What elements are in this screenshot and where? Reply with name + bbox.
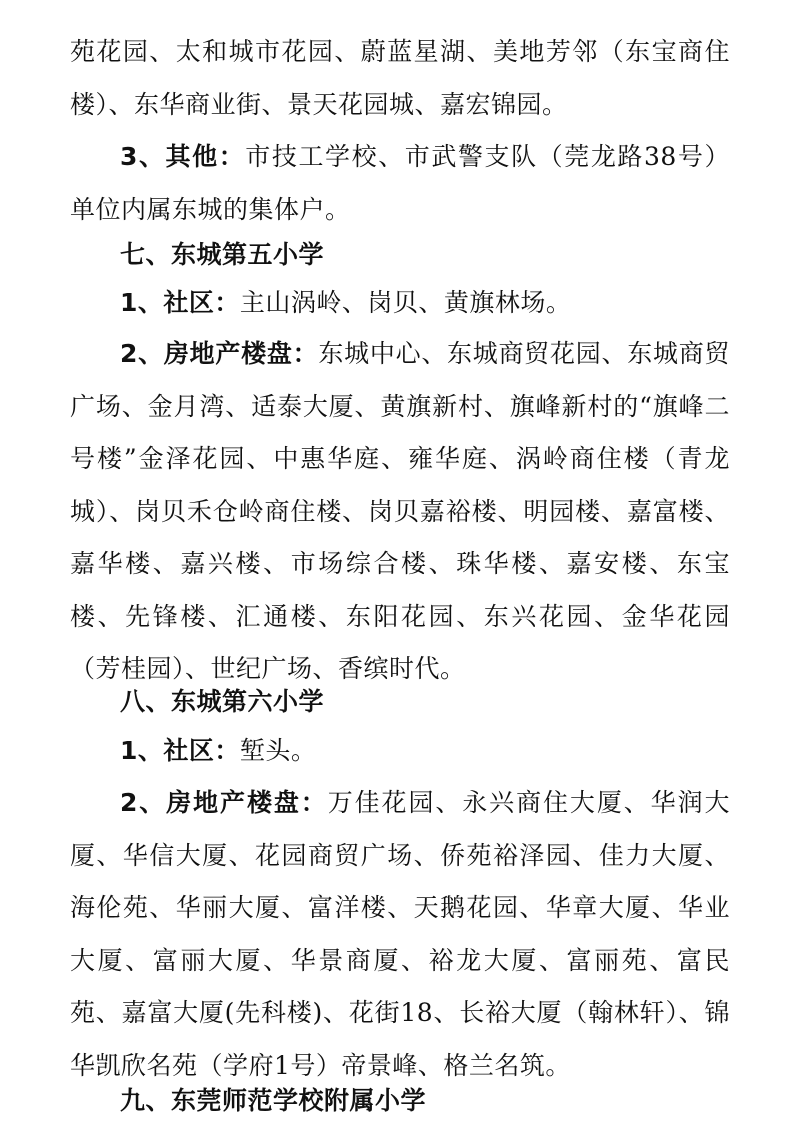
section6-other-paragraph: [70, 131, 730, 236]
other-label: 3、其他：: [120, 142, 246, 171]
community-text: 主山涡岭、岗贝、黄旗林场。: [239, 288, 572, 317]
estates-text: 万佳花园、永兴商住大厦、华润大厦、华信大厦、花园商贸广场、侨苑裕泽园、佳力大厦、海伦苑、华丽大厦、富洋楼、天鹅花园、华章大厦、华业大厦、富丽大厦、华景商厦、裕龙大厦、富丽苑、富民苑、嘉富大厦(先科楼)、花街18、长裕大厦（翰林轩）、锦华凯欣名苑（学府1号）帝景峰、格兰名筑。: [70, 788, 730, 1080]
community-label: 1、社区：: [120, 288, 240, 317]
section8-heading: 八、东城第六小学: [120, 687, 325, 716]
community-text: 堑头。: [239, 736, 317, 765]
estates-text: 东城中心、东城商贸花园、东城商贸广场、金月湾、适泰大厦、黄旗新村、旗峰新村的“旗峰二号楼”金泽花园、中惠华庭、雍华庭、涡岭商住楼（青龙城）、岗贝禾仓岭商住楼、岗贝嘉裕楼、明园楼、嘉富楼、嘉华楼、嘉兴楼、市场综合楼、珠华楼、嘉安楼、东宝楼、先锋楼、汇通楼、东阳花园、东兴花园、金华花园（芳桂园）、世纪广场、香缤时代。: [70, 339, 730, 683]
section6-estates-continuation: [70, 26, 730, 131]
estates-label: 2、房地产楼盘：: [120, 788, 328, 817]
section8-community-paragraph: [70, 725, 730, 778]
estates-label: 2、房地产楼盘：: [120, 339, 319, 368]
other-text: 市技工学校、市武警支队（莞龙路38号）单位内属东城的集体户。: [70, 142, 730, 224]
estates-tail-text: 苑花园、太和城市花园、蔚蓝星湖、美地芳邻（东宝商住楼）、东华商业街、景天花园城、嘉宏锦园。: [70, 37, 730, 119]
section7-community-paragraph: [70, 277, 730, 330]
section9-heading: 九、东莞师范学校附属小学: [120, 1086, 427, 1115]
section7-estates-paragraph: [70, 328, 730, 696]
community-label: 1、社区：: [120, 736, 240, 765]
section8-estates-paragraph: [70, 777, 730, 1092]
section7-heading: 七、东城第五小学: [120, 240, 325, 269]
